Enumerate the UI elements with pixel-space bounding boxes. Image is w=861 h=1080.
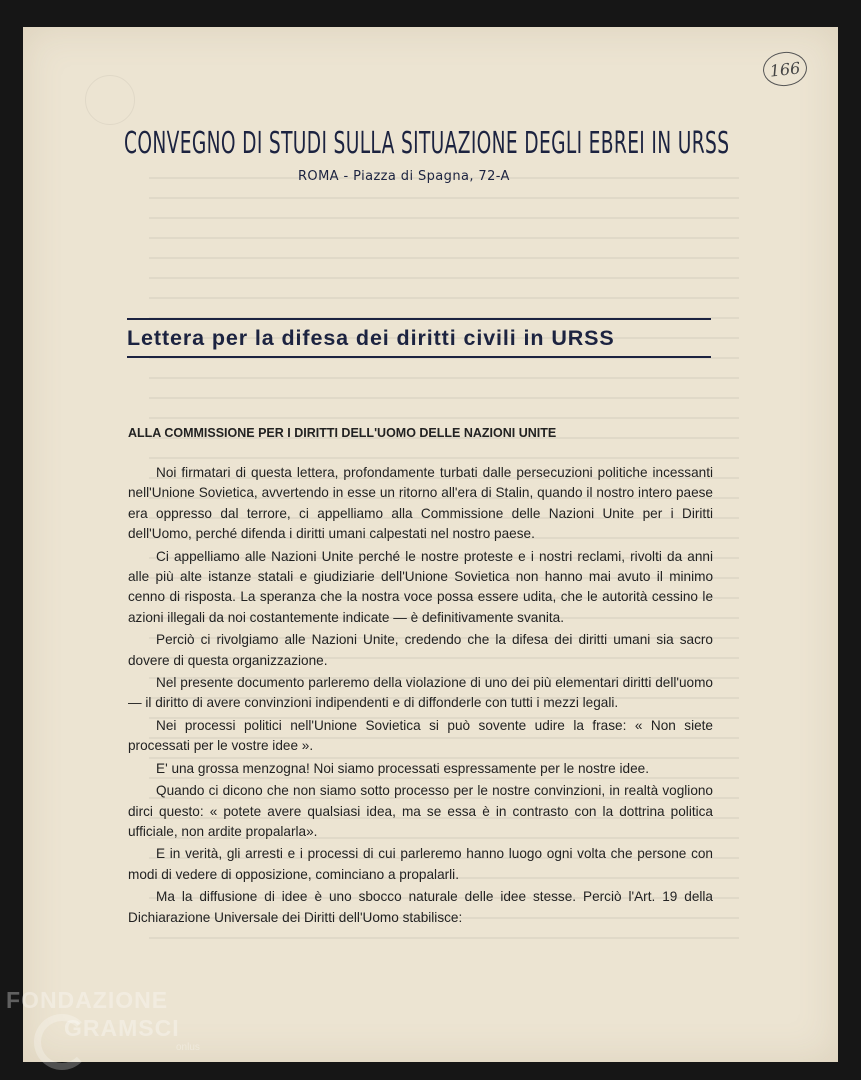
paragraph: E' una grossa menzogna! Noi siamo processati espressamente per le nostre idee. (156, 760, 649, 776)
watermark-line3: onlus (176, 1042, 200, 1053)
watermark-line2: GRAMSCI (64, 1015, 180, 1041)
paragraph: Ci appelliamo alle Nazioni Unite perché le nostre proteste e i nostri reclami, rivolti da anni alle più alte istanze statali e giudiziarie dell'Unione Sovietica non hanno mai avuto il minimo cenno di risposta. La speranza che la nostra voce possa essere udita, che le autorità cessino le azioni illegali da noi costantemente indicate — è definitivamente svanita. (128, 548, 713, 625)
letter-body (128, 463, 713, 930)
paragraph: Nei processi politici nell'Unione Sovietica si può sovente udire la frase: « Non siete processati per le vostre idee ». (128, 717, 713, 754)
addressee: ALLA COMMISSIONE PER I DIRITTI DELL'UOMO DELLE NAZIONI UNITE (128, 426, 557, 440)
archive-number: 166 (761, 50, 808, 88)
watermark (6, 986, 200, 1054)
header-title: CONVEGNO DI STUDI SULLA SITUAZIONE DEGLI EBREI IN URSS (124, 126, 730, 161)
paragraph: E in verità, gli arresti e i processi di cui parleremo hanno luogo ogni volta che persone con modi di vedere di opposizione, cominciano a propalarli. (128, 846, 713, 882)
heading-rule-top (127, 318, 711, 320)
watermark-line1: FONDAZIONE (6, 987, 169, 1013)
document-heading: Lettera per la difesa dei diritti civili in URSS (127, 326, 615, 350)
paragraph: Quando ci dicono che non siamo sotto processo per le nostre convinzioni, in realtà vogliono dirci questo: « potete avere qualsiasi idea, ma se essa è in contrasto con la dottrina politica ufficiale, non ardite propalarla». (128, 783, 713, 839)
header-address: ROMA - Piazza di Spagna, 72-A (298, 169, 510, 184)
faint-stamp (85, 75, 135, 125)
paragraph: Nel presente documento parleremo della violazione di uno dei più elementari diritti dell'uomo — il diritto di avere convinzioni indipendenti e di diffonderle con tutti i mezzi legali. (128, 675, 713, 711)
paragraph: Noi firmatari di questa lettera, profondamente turbati dalle persecuzioni politiche incessanti nell'Unione Sovietica, avvertendo in esse un ritorno all'era di Stalin, quando il nostro intero paese era oppresso dal terrore, ci appelliamo alla Commissione delle Nazioni Unite per i Diritti dell'Uomo, perché difenda i diritti umani calpestati nel nostro paese. (128, 465, 713, 542)
heading-rule-bottom (127, 356, 711, 358)
paragraph: Ma la diffusione di idee è uno sbocco naturale delle idee stesse. Perciò l'Art. 19 della Dichiarazione Universale dei Diritti dell'Uomo stabilisce: (128, 889, 713, 925)
paragraph: Perciò ci rivolgiamo alle Nazioni Unite, credendo che la difesa dei diritti umani sia sacro dovere di questa organizzazione. (128, 632, 713, 668)
